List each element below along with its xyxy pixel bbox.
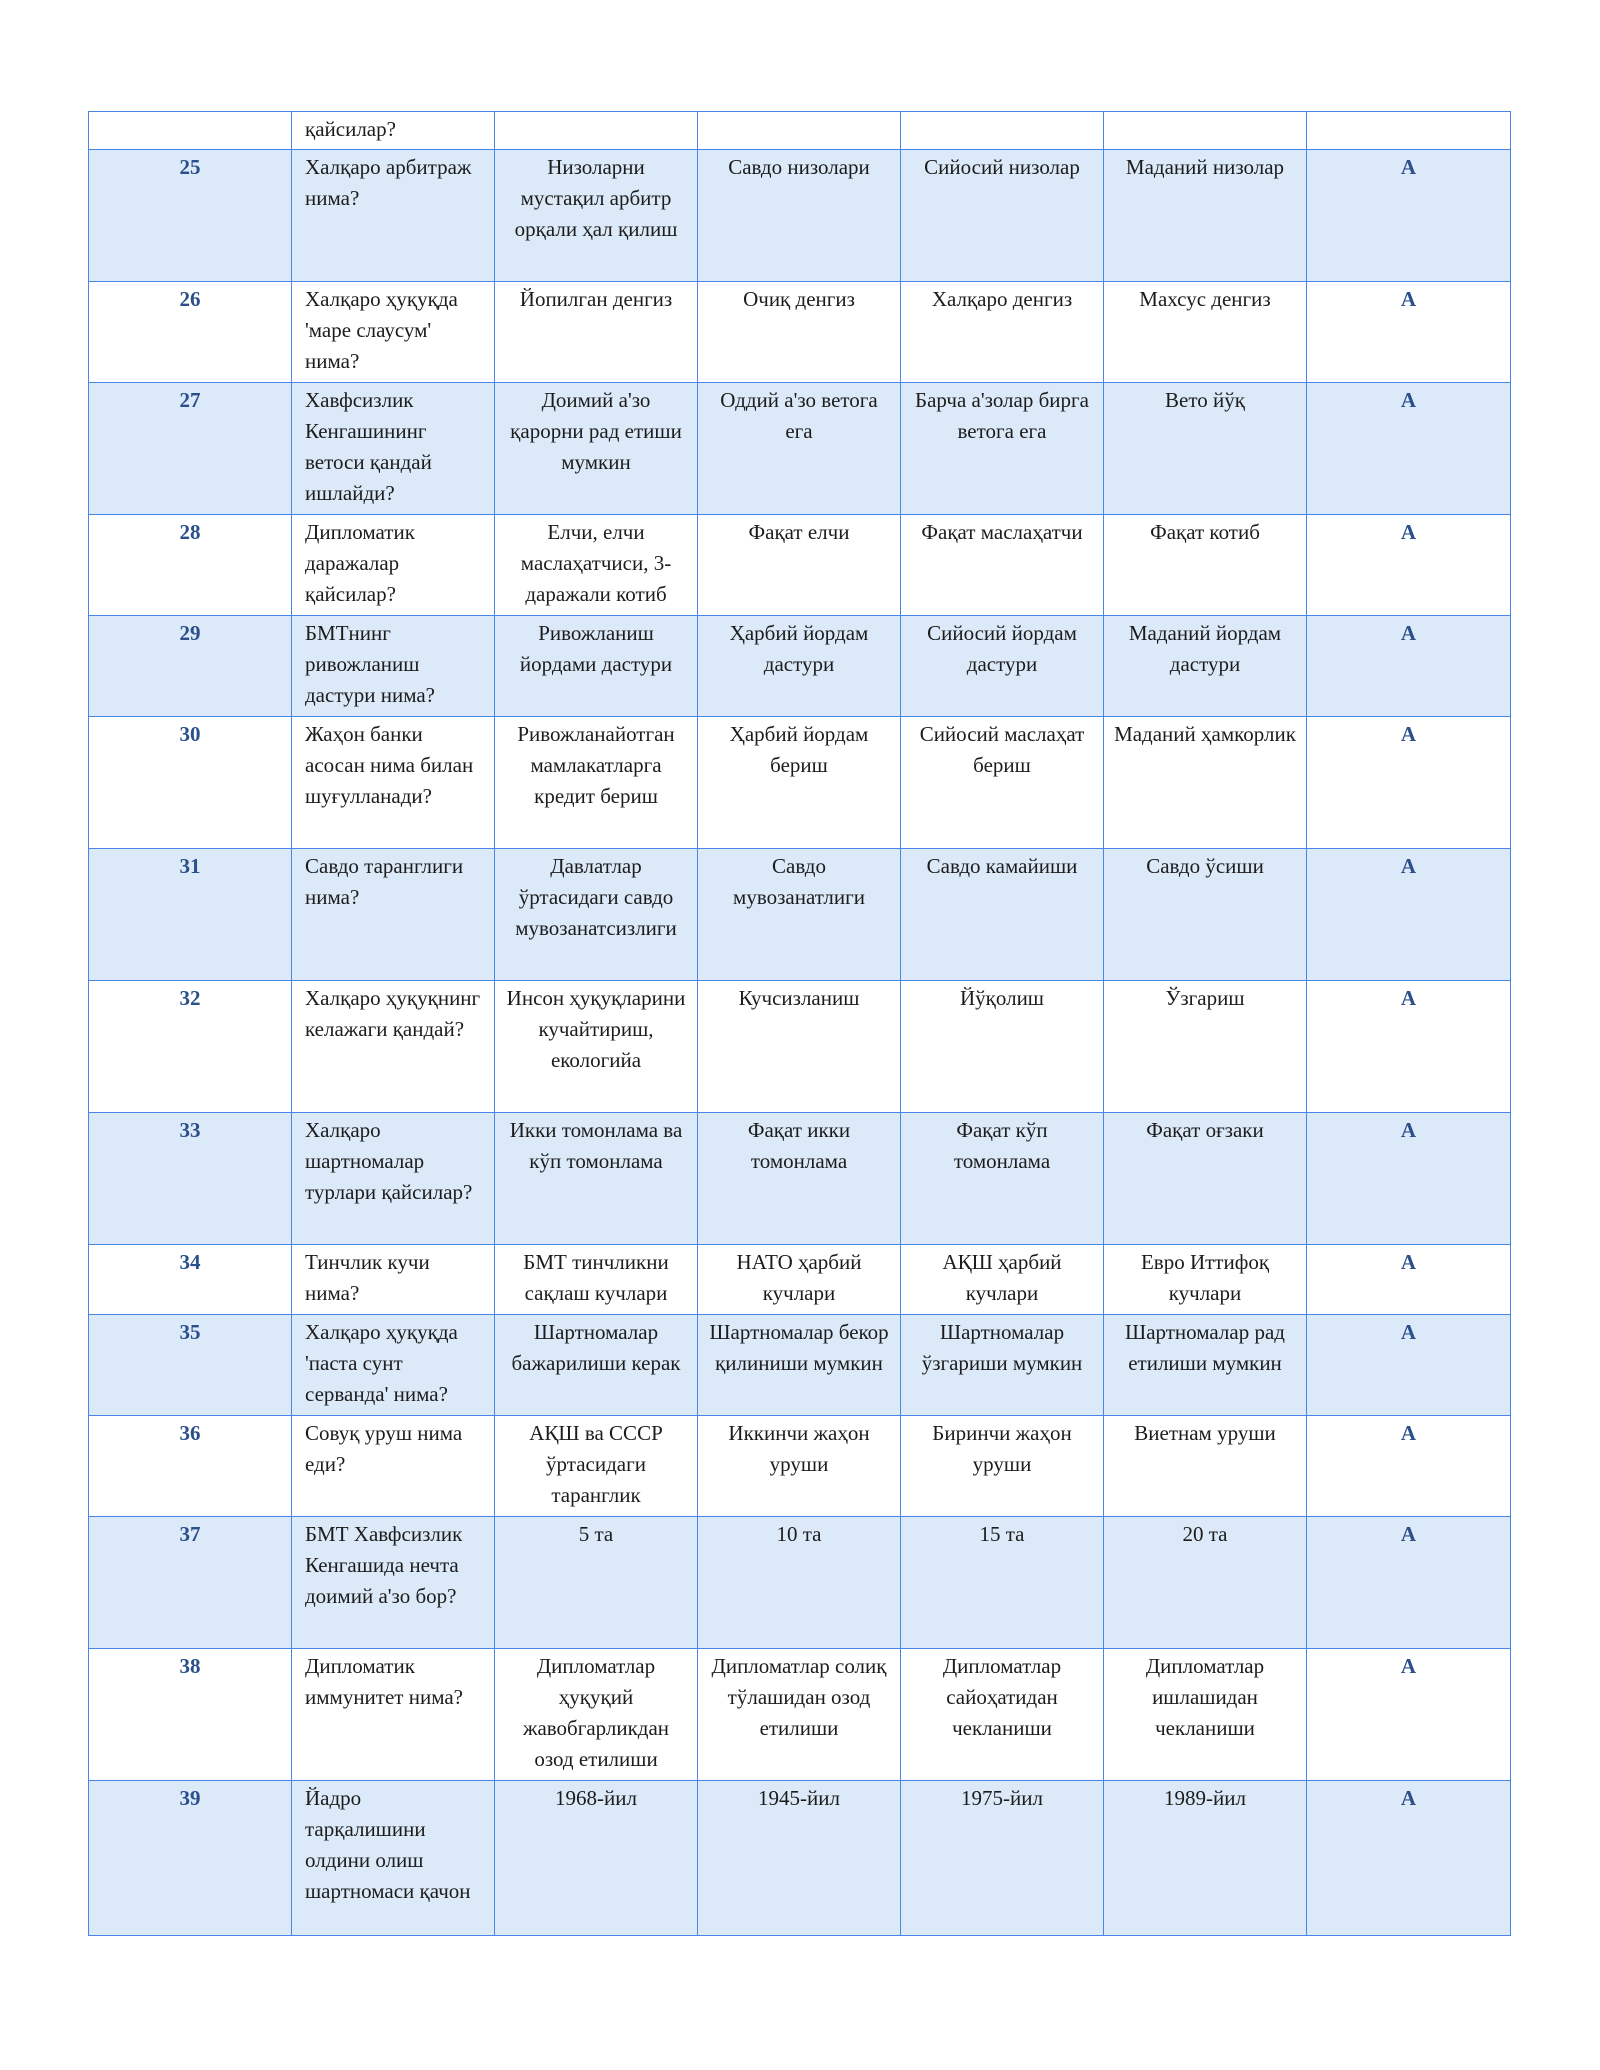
answer-option-1: 1968-йил [495, 1781, 698, 1936]
answer-option-1: Шартномалар бажарилиши керак [495, 1315, 698, 1416]
question-text: Халқаро арбитраж нима? [292, 150, 495, 282]
correct-answer: A [1307, 150, 1511, 282]
question-number: 32 [89, 981, 292, 1113]
continuation-question-cell: қайсилар? [292, 112, 495, 150]
answer-option-3: Халқаро денгиз [901, 282, 1104, 383]
question-number: 33 [89, 1113, 292, 1245]
answer-option-4: Вето йўқ [1104, 383, 1307, 515]
question-text: Хавфсизлик Кенгашининг ветоси қандай ишлайди? [292, 383, 495, 515]
answer-option-4: Шартномалар рад етилиши мумкин [1104, 1315, 1307, 1416]
answer-option-3: 1975-йил [901, 1781, 1104, 1936]
question-text: Халқаро ҳуқуқнинг келажаги қандай? [292, 981, 495, 1113]
question-number: 25 [89, 150, 292, 282]
question-row [89, 1649, 1511, 1781]
question-row [89, 616, 1511, 717]
question-row [89, 1781, 1511, 1936]
question-text: Халқаро ҳуқуқда 'паста сунт серванда' нима? [292, 1315, 495, 1416]
answer-option-2: Очиқ денгиз [698, 282, 901, 383]
answer-option-3: Сийосий йордам дастури [901, 616, 1104, 717]
answer-option-2: Савдо низолари [698, 150, 901, 282]
answer-option-1: Йопилган денгиз [495, 282, 698, 383]
answer-option-2: Савдо мувозанатлиги [698, 849, 901, 981]
answer-option-4: Ўзгариш [1104, 981, 1307, 1113]
question-number: 30 [89, 717, 292, 849]
question-text: Савдо таранглиги нима? [292, 849, 495, 981]
question-number: 35 [89, 1315, 292, 1416]
question-number: 39 [89, 1781, 292, 1936]
question-number: 26 [89, 282, 292, 383]
answer-option-3: Шартномалар ўзгариши мумкин [901, 1315, 1104, 1416]
correct-answer: A [1307, 383, 1511, 515]
question-text: Дипломатик даражалар қайсилар? [292, 515, 495, 616]
answer-option-4: Виетнам уруши [1104, 1416, 1307, 1517]
question-text: Совуқ уруш нима еди? [292, 1416, 495, 1517]
question-number: 38 [89, 1649, 292, 1781]
answer-option-4: Махсус денгиз [1104, 282, 1307, 383]
question-row [89, 1113, 1511, 1245]
question-text: Тинчлик кучи нима? [292, 1245, 495, 1315]
question-number: 28 [89, 515, 292, 616]
answer-option-1: Давлатлар ўртасидаги савдо мувозанатсизлиги [495, 849, 698, 981]
question-row [89, 717, 1511, 849]
continuation-answer-cell [1307, 112, 1511, 150]
quiz-table [88, 111, 1511, 1936]
correct-answer: A [1307, 1649, 1511, 1781]
correct-answer: A [1307, 1781, 1511, 1936]
answer-option-4: 1989-йил [1104, 1781, 1307, 1936]
question-number: 31 [89, 849, 292, 981]
answer-option-1: Доимий а'зо қарорни рад етиши мумкин [495, 383, 698, 515]
answer-option-4: Маданий йордам дастури [1104, 616, 1307, 717]
question-row [89, 515, 1511, 616]
correct-answer: A [1307, 1517, 1511, 1649]
continuation-option-cell [495, 112, 698, 150]
correct-answer: A [1307, 1416, 1511, 1517]
answer-option-4: 20 та [1104, 1517, 1307, 1649]
answer-option-1: Низоларни мустақил арбитр орқали ҳал қилиш [495, 150, 698, 282]
question-number: 36 [89, 1416, 292, 1517]
answer-option-4: Фақат оғзаки [1104, 1113, 1307, 1245]
continuation-number-cell [89, 112, 292, 150]
question-text: БМТнинг ривожланиш дастури нима? [292, 616, 495, 717]
answer-option-3: Дипломатлар сайоҳатидан чекланиши [901, 1649, 1104, 1781]
answer-option-2: НАТО ҳарбий кучлари [698, 1245, 901, 1315]
answer-option-3: Савдо камайиши [901, 849, 1104, 981]
answer-option-2: Иккинчи жаҳон уруши [698, 1416, 901, 1517]
answer-option-1: Икки томонлама ва кўп томонлама [495, 1113, 698, 1245]
answer-option-3: АҚШ ҳарбий кучлари [901, 1245, 1104, 1315]
question-text: Халқаро шартномалар турлари қайсилар? [292, 1113, 495, 1245]
correct-answer: A [1307, 282, 1511, 383]
correct-answer: A [1307, 1245, 1511, 1315]
answer-option-1: АҚШ ва СССР ўртасидаги таранглик [495, 1416, 698, 1517]
continuation-option-cell [698, 112, 901, 150]
answer-option-3: Биринчи жаҳон уруши [901, 1416, 1104, 1517]
question-number: 29 [89, 616, 292, 717]
answer-option-2: Фақат елчи [698, 515, 901, 616]
answer-option-4: Савдо ўсиши [1104, 849, 1307, 981]
question-number: 37 [89, 1517, 292, 1649]
correct-answer: A [1307, 849, 1511, 981]
answer-option-1: Елчи, елчи маслаҳатчиси, 3-даражали котиб [495, 515, 698, 616]
answer-option-1: Инсон ҳуқуқларини кучайтириш, екологийа [495, 981, 698, 1113]
answer-option-3: Фақат маслаҳатчи [901, 515, 1104, 616]
answer-option-2: Шартномалар бекор қилиниши мумкин [698, 1315, 901, 1416]
question-row [89, 1315, 1511, 1416]
correct-answer: A [1307, 717, 1511, 849]
question-text: Халқаро ҳуқуқда 'маре слаусум' нима? [292, 282, 495, 383]
question-row [89, 282, 1511, 383]
answer-option-2: Оддий а'зо ветога ега [698, 383, 901, 515]
correct-answer: A [1307, 616, 1511, 717]
answer-option-3: Сийосий низолар [901, 150, 1104, 282]
continuation-row [89, 112, 1511, 150]
answer-option-4: Дипломатлар ишлашидан чекланиши [1104, 1649, 1307, 1781]
answer-option-2: Дипломатлар солиқ тўлашидан озод етилиши [698, 1649, 901, 1781]
answer-option-3: Фақат кўп томонлама [901, 1113, 1104, 1245]
answer-option-4: Фақат котиб [1104, 515, 1307, 616]
question-row [89, 383, 1511, 515]
answer-option-1: БМТ тинчликни сақлаш кучлари [495, 1245, 698, 1315]
question-text: Жаҳон банки асосан нима билан шуғулланади? [292, 717, 495, 849]
correct-answer: A [1307, 1315, 1511, 1416]
answer-option-1: Ривожланиш йордами дастури [495, 616, 698, 717]
answer-option-2: 10 та [698, 1517, 901, 1649]
answer-option-4: Маданий ҳамкорлик [1104, 717, 1307, 849]
answer-option-2: Кучсизланиш [698, 981, 901, 1113]
question-text: Йадро тарқалишини олдини олиш шартномаси қачон [292, 1781, 495, 1936]
correct-answer: A [1307, 515, 1511, 616]
answer-option-2: 1945-йил [698, 1781, 901, 1936]
continuation-option-cell [901, 112, 1104, 150]
answer-option-4: Евро Иттифоқ кучлари [1104, 1245, 1307, 1315]
answer-option-2: Фақат икки томонлама [698, 1113, 901, 1245]
question-row [89, 1245, 1511, 1315]
question-number: 27 [89, 383, 292, 515]
answer-option-4: Маданий низолар [1104, 150, 1307, 282]
question-row [89, 981, 1511, 1113]
correct-answer: A [1307, 1113, 1511, 1245]
question-row [89, 1517, 1511, 1649]
continuation-option-cell [1104, 112, 1307, 150]
question-number: 34 [89, 1245, 292, 1315]
question-row [89, 849, 1511, 981]
question-row [89, 1416, 1511, 1517]
answer-option-1: Дипломатлар ҳуқуқий жавобгарликдан озод етилиши [495, 1649, 698, 1781]
question-text: БМТ Хавфсизлик Кенгашида нечта доимий а'зо бор? [292, 1517, 495, 1649]
answer-option-3: Барча а'золар бирга ветога ега [901, 383, 1104, 515]
answer-option-2: Ҳарбий йордам дастури [698, 616, 901, 717]
answer-option-3: Сийосий маслаҳат бериш [901, 717, 1104, 849]
correct-answer: A [1307, 981, 1511, 1113]
question-text: Дипломатик иммунитет нима? [292, 1649, 495, 1781]
question-row [89, 150, 1511, 282]
answer-option-1: 5 та [495, 1517, 698, 1649]
answer-option-3: 15 та [901, 1517, 1104, 1649]
answer-option-3: Йўқолиш [901, 981, 1104, 1113]
answer-option-2: Ҳарбий йордам бериш [698, 717, 901, 849]
quiz-table-body [89, 112, 1511, 1936]
answer-option-1: Ривожланайотган мамлакатларга кредит бериш [495, 717, 698, 849]
